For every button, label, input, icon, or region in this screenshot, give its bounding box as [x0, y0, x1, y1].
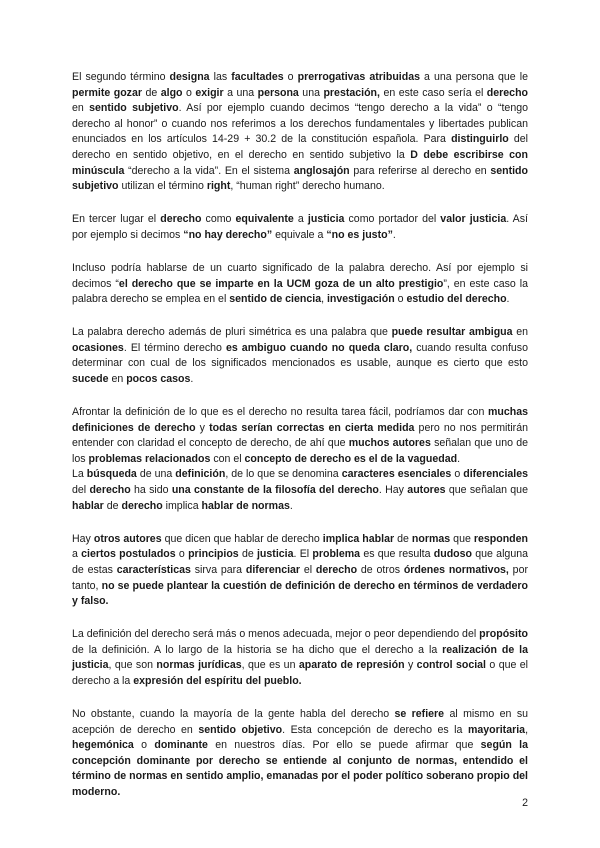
- bold-text: investigación: [326, 293, 395, 306]
- text-run: como: [201, 213, 236, 226]
- bold-text: no se puede plantear la cuestión de definición de derecho en términos de verdadero y falso.: [72, 579, 528, 608]
- text-run: en nuestros días. Por ello se puede afirmar que: [207, 739, 481, 752]
- text-run: . Así por ejemplo cuando decimos “tengo derecho a la vida” o “tengo derecho al honor” o cuando nos referimos a los derechos fundamentales y libertades publican enunciados en los artículos 14-29 + 30.2 de la constitución española. Para: [72, 102, 529, 146]
- text-run: , “human right” derecho humano.: [230, 180, 385, 193]
- text-run: de una: [136, 468, 176, 481]
- text-run: en: [72, 102, 90, 115]
- bold-text: sentido de ciencia: [229, 293, 322, 306]
- text-run: No obstante, cuando la mayoría de la gente habla del derecho: [72, 708, 395, 721]
- paragraph-9: [72, 707, 528, 801]
- bold-text: control social: [416, 659, 487, 672]
- bold-text: D debe escribirse con minúscula: [72, 148, 528, 177]
- bold-text: diferenciales: [463, 468, 529, 481]
- text-run: o: [175, 548, 189, 561]
- paragraph-1: [72, 70, 528, 195]
- bold-text: derecho: [486, 86, 529, 99]
- paragraph-3: [72, 261, 528, 308]
- bold-text: propósito: [479, 628, 528, 641]
- text-run: al mismo en su acepción de derecho en: [72, 708, 529, 736]
- bold-text: mayoritaria: [467, 723, 526, 736]
- bold-text: persona: [257, 86, 299, 99]
- bold-text: distinguirlo: [451, 133, 509, 146]
- text-run: para referirse al derecho en: [349, 164, 491, 177]
- bold-text: prestación,: [323, 86, 380, 99]
- paragraph-5: [72, 405, 528, 467]
- text-run: cuando resulta confuso determinar con cual de los significados mencionados es usable, aunque es cierto que esto: [72, 341, 528, 370]
- bold-text: pocos casos: [126, 373, 191, 385]
- paragraph-8: [72, 627, 528, 689]
- page-number: 2: [522, 797, 528, 809]
- text-run: .: [190, 373, 194, 385]
- text-run: las: [209, 71, 232, 83]
- bold-text: ocasiones: [72, 341, 124, 354]
- text-run: en: [108, 373, 127, 385]
- bold-text: principios: [188, 548, 239, 561]
- text-run: del derecho en sentido objetivo, en el derecho en sentido subjetivo la: [72, 133, 528, 161]
- paragraph-6: [72, 467, 528, 514]
- bold-text: muchos autores: [348, 437, 431, 450]
- bold-text: anglosajón: [293, 164, 350, 177]
- text-run: o: [133, 739, 155, 752]
- bold-text: dominante: [154, 739, 208, 752]
- bold-text: designa: [169, 71, 210, 83]
- text-run: La definición del derecho será más o menos adecuada, mejor o peor dependiendo del: [72, 628, 480, 641]
- bold-text: normas jurídicas: [156, 659, 242, 672]
- paragraph-4: [72, 325, 528, 387]
- text-run: , que es un: [241, 659, 299, 672]
- document-body: [72, 70, 528, 818]
- text-run: .: [392, 228, 396, 241]
- text-run: y: [195, 421, 210, 434]
- bold-text: implica hablar: [322, 532, 395, 545]
- text-run: a una persona que le: [420, 71, 528, 83]
- bold-text: prerrogativas atribuidas: [297, 71, 420, 83]
- bold-text: expresión del espíritu del pueblo.: [133, 675, 302, 687]
- bold-text: una constante de la filosofía del derecho: [171, 484, 379, 497]
- bold-text: derecho: [315, 563, 358, 576]
- bold-text: características: [116, 563, 191, 576]
- text-run: . El término derecho: [123, 341, 226, 354]
- bold-text: aparato de represión: [298, 659, 405, 672]
- bold-text: otros autores: [93, 532, 162, 545]
- text-run: de: [238, 548, 257, 561]
- bold-text: concepto de derecho es el de la vaguedad: [244, 452, 458, 465]
- bold-text: sentido subjetivo: [72, 164, 528, 193]
- text-run: o: [283, 71, 298, 83]
- bold-text: se refiere: [394, 708, 445, 721]
- bold-text: hablar de normas: [201, 499, 290, 512]
- text-run: en: [512, 326, 528, 339]
- text-run: El segundo término: [72, 71, 170, 83]
- bold-text: diferenciar: [245, 563, 301, 576]
- text-run: ”, en este caso la palabra derecho se emplea en el: [72, 277, 529, 306]
- text-run: de: [142, 86, 161, 99]
- text-run: , que son: [108, 659, 157, 672]
- text-run: por tanto,: [72, 563, 528, 592]
- bold-text: responden: [473, 532, 529, 545]
- text-run: a: [72, 548, 82, 561]
- bold-text: realización de la justicia: [72, 643, 529, 672]
- text-run: es que resulta: [360, 548, 434, 561]
- bold-text: búsqueda: [86, 468, 137, 481]
- bold-text: órdenes normativos,: [403, 563, 509, 576]
- bold-text: estudio del derecho: [406, 293, 507, 306]
- bold-text: según la concepción dominante por derecho se entiende al conjunto de normas, entendido el término de normas en sentido amplio, emanadas por el poder político soberano propio del moderno.: [72, 739, 528, 799]
- bold-text: facultades: [231, 71, 284, 83]
- text-run: o: [451, 468, 464, 481]
- bold-text: autores: [407, 484, 446, 497]
- text-run: La: [72, 468, 87, 481]
- text-run: .: [506, 293, 510, 306]
- text-run: Hay: [72, 532, 94, 545]
- bold-text: justicia: [307, 213, 345, 226]
- text-run: ,: [525, 723, 529, 736]
- text-run: señalan que uno de los: [72, 437, 528, 465]
- text-run: o: [182, 86, 196, 99]
- paragraph-7: [72, 532, 528, 610]
- text-run: ha sido: [130, 484, 172, 497]
- bold-text: caracteres esenciales: [341, 468, 452, 481]
- text-run: que: [450, 532, 474, 545]
- bold-text: el derecho que se imparte en la UCM goza de un alto prestigio: [118, 277, 444, 290]
- bold-text: hablar: [72, 499, 104, 512]
- text-run: Incluso podría hablarse de un cuarto significado de la palabra derecho. Así por ejemplo si decimos “: [72, 261, 528, 290]
- text-run: “derecho a la vida”. En el sistema: [124, 164, 294, 177]
- text-run: En tercer lugar el: [72, 213, 161, 226]
- text-run: que dicen que hablar de derecho: [161, 532, 323, 545]
- bold-text: derecho: [160, 213, 202, 226]
- bold-text: dudoso: [433, 548, 472, 561]
- text-run: con el: [210, 452, 245, 465]
- bold-text: todas serían correctas en cierta medida: [209, 421, 415, 434]
- bold-text: sentido subjetivo: [89, 102, 179, 115]
- bold-text: sentido objetivo: [198, 723, 283, 736]
- bold-text: normas: [411, 532, 451, 545]
- text-run: . Así por ejemplo si decimos: [72, 213, 528, 241]
- bold-text: ciertos postulados: [81, 548, 176, 561]
- text-run: y: [404, 659, 417, 672]
- bold-text: problema: [312, 548, 361, 561]
- text-run: .: [289, 499, 293, 512]
- bold-text: right: [206, 180, 231, 193]
- text-run: del: [72, 484, 90, 497]
- bold-text: justicia: [256, 548, 294, 561]
- bold-text: problemas relacionados: [88, 452, 211, 465]
- bold-text: hegemónica: [72, 739, 134, 752]
- text-run: ,: [321, 293, 327, 306]
- text-run: o: [394, 293, 407, 306]
- text-run: a una: [223, 86, 258, 99]
- paragraph-2: [72, 212, 528, 243]
- text-run: de la definición. A lo largo de la historia se ha dicho que el derecho a la: [72, 643, 443, 656]
- bold-text: “no es justo”: [326, 228, 393, 241]
- bold-text: algo: [160, 86, 183, 99]
- bold-text: muchas definiciones de derecho: [72, 406, 528, 434]
- bold-text: equivalente: [235, 213, 294, 226]
- text-run: de: [103, 499, 122, 512]
- bold-text: permite gozar: [72, 86, 142, 99]
- text-run: que alguna de estas: [72, 548, 528, 576]
- text-run: sirva para: [190, 563, 246, 576]
- text-run: equivale a: [272, 228, 327, 241]
- bold-text: derecho: [89, 484, 131, 497]
- bold-text: derecho: [121, 499, 163, 512]
- text-run: pero no nos permitirán entender con claridad el concepto de derecho, de ahí que: [72, 421, 528, 450]
- text-run: , de lo que se denomina: [225, 468, 342, 481]
- text-run: . Hay: [378, 484, 408, 497]
- bold-text: exigir: [195, 86, 224, 99]
- bold-text: puede resultar ambigua: [391, 326, 513, 339]
- text-run: de otros: [357, 563, 404, 576]
- text-run: de: [394, 532, 412, 545]
- bold-text: “no hay derecho”: [183, 228, 273, 241]
- text-run: una: [298, 86, 324, 99]
- text-run: como portador del: [344, 213, 441, 226]
- bold-text: sucede: [72, 373, 109, 385]
- bold-text: valor justicia: [440, 213, 507, 226]
- text-run: a: [293, 213, 308, 226]
- text-run: en este caso sería el: [379, 86, 487, 99]
- text-run: .: [457, 452, 461, 465]
- bold-text: es ambiguo cuando no queda claro,: [225, 341, 413, 354]
- text-run: utilizan el término: [118, 180, 207, 193]
- text-run: La palabra derecho además de pluri simétrica es una palabra que: [72, 326, 392, 339]
- text-run: Afrontar la definición de lo que es el derecho no resulta tarea fácil, podríamos dar con: [72, 406, 488, 419]
- text-run: que señalan que: [445, 484, 528, 497]
- text-run: . Esta concepción de derecho es la: [282, 723, 468, 736]
- bold-text: definición: [175, 468, 226, 481]
- text-run: o que el derecho a la: [72, 659, 529, 687]
- text-run: implica: [162, 499, 202, 512]
- text-run: . El: [293, 548, 313, 561]
- text-run: el: [300, 563, 316, 576]
